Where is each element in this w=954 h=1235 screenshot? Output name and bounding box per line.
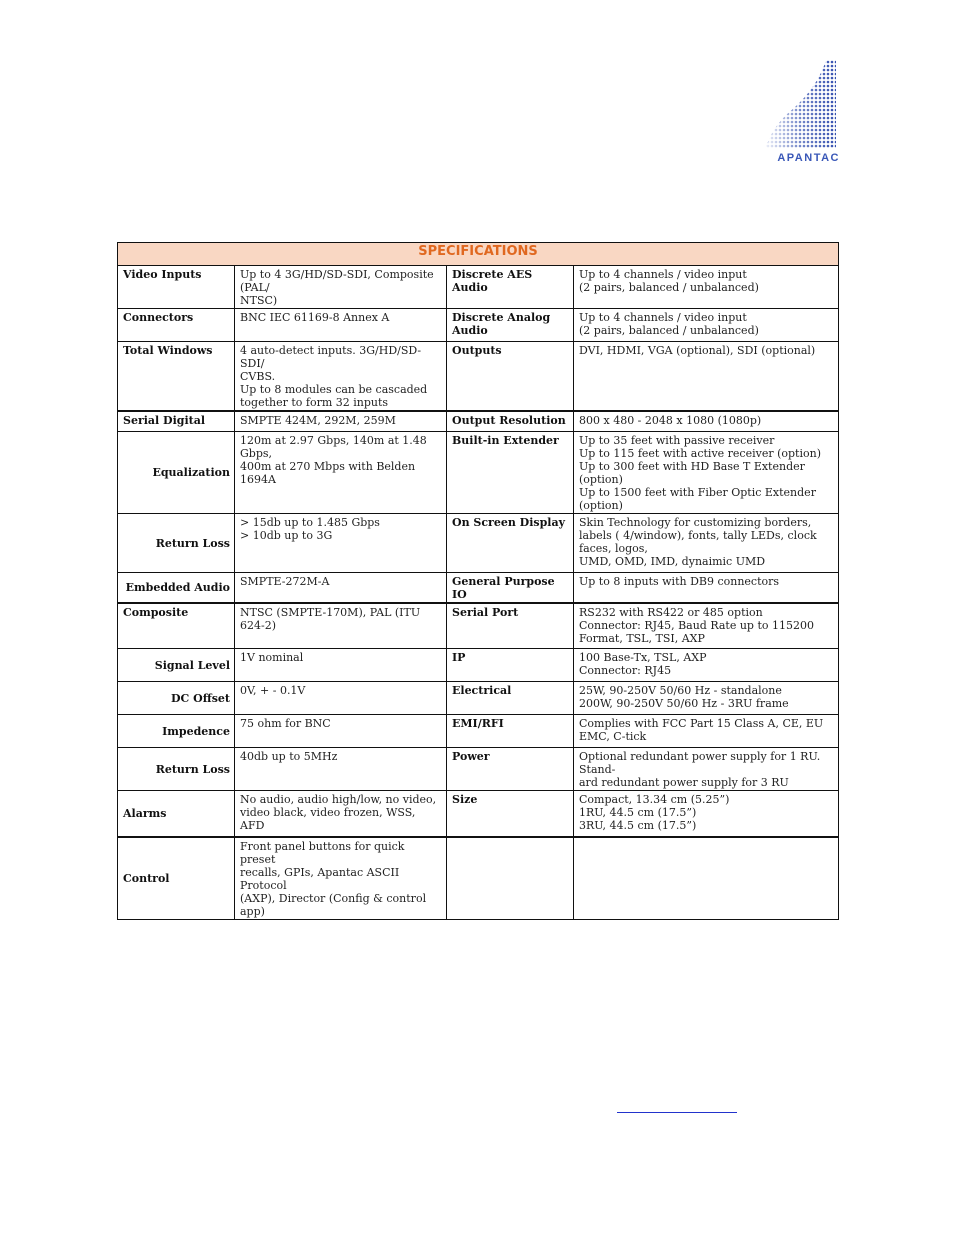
spec-value: 75 ohm for BNC <box>235 715 447 748</box>
table-heading-row <box>118 243 839 266</box>
spec-label: Electrical <box>447 682 574 715</box>
spec-value: Optional redundant power supply for 1 RU. Stand- ard redundant power supply for 3 RU <box>574 748 839 791</box>
table-row <box>118 513 839 572</box>
spec-value: 0V, + - 0.1V <box>235 682 447 715</box>
spec-label: Composite <box>118 603 235 649</box>
spec-label: Embedded Audio <box>118 572 235 603</box>
table-row <box>118 791 839 837</box>
spec-label: Serial Port <box>447 603 574 649</box>
spec-label: DC Offset <box>118 682 235 715</box>
specifications-table <box>117 242 839 920</box>
spec-label: EMI/RFI <box>447 715 574 748</box>
spec-value: Up to 4 channels / video input (2 pairs, balanced / unbalanced) <box>574 309 839 342</box>
spec-value: 1V nominal <box>235 649 447 682</box>
spec-label: On Screen Display <box>447 513 574 572</box>
table-row <box>118 715 839 748</box>
spec-value: Up to 35 feet with passive receiver Up to 115 feet with active receiver (option) Up to 300 feet with HD Base T Extender (option) Up to 1500 feet with Fiber Optic Extender (option) <box>574 431 839 513</box>
spec-label: Equalization <box>118 431 235 513</box>
spec-label: Output Resolution <box>447 411 574 431</box>
table-row <box>118 748 839 791</box>
hyperlink-underline[interactable] <box>617 1100 737 1113</box>
table-row <box>118 266 839 309</box>
table-row <box>118 309 839 342</box>
table-row <box>118 411 839 431</box>
spec-label <box>447 837 574 920</box>
table-row <box>118 682 839 715</box>
spec-value: 800 x 480 - 2048 x 1080 (1080p) <box>574 411 839 431</box>
apantac-logo <box>758 56 840 164</box>
spec-value: 40db up to 5MHz <box>235 748 447 791</box>
spec-value: NTSC (SMPTE-170M), PAL (ITU 624-2) <box>235 603 447 649</box>
spec-value: DVI, HDMI, VGA (optional), SDI (optional) <box>574 342 839 412</box>
table-row <box>118 342 839 412</box>
spec-label: Video Inputs <box>118 266 235 309</box>
spec-label: Discrete AES Audio <box>447 266 574 309</box>
spec-label: Connectors <box>118 309 235 342</box>
table-row <box>118 837 839 920</box>
spec-value: 120m at 2.97 Gbps, 140m at 1.48 Gbps, 400m at 270 Mbps with Belden 1694A <box>235 431 447 513</box>
logo-graphic <box>758 56 840 164</box>
spec-value: BNC IEC 61169-8 Annex A <box>235 309 447 342</box>
spec-label: Impedence <box>118 715 235 748</box>
spec-value: > 15db up to 1.485 Gbps > 10db up to 3G <box>235 513 447 572</box>
spec-value: Compact, 13.34 cm (5.25”) 1RU, 44.5 cm (17.5”) 3RU, 44.5 cm (17.5”) <box>574 791 839 837</box>
spec-label: Return Loss <box>118 513 235 572</box>
spec-value: Up to 4 channels / video input (2 pairs, balanced / unbalanced) <box>574 266 839 309</box>
table-heading: SPECIFICATIONS <box>118 243 839 266</box>
spec-label: General Purpose IO <box>447 572 574 603</box>
spec-value: Skin Technology for customizing borders, labels ( 4/window), fonts, tally LEDs, clock faces, logos, UMD, OMD, IMD, dynaimic UMD <box>574 513 839 572</box>
table-row <box>118 649 839 682</box>
spec-label: Power <box>447 748 574 791</box>
spec-value: Up to 8 inputs with DB9 connectors <box>574 572 839 603</box>
spec-label: Total Windows <box>118 342 235 412</box>
spec-label: Outputs <box>447 342 574 412</box>
spec-label: Signal Level <box>118 649 235 682</box>
spec-value: 4 auto-detect inputs. 3G/HD/SD-SDI/ CVBS. Up to 8 modules can be cascaded together to form 32 inputs <box>235 342 447 412</box>
spec-label: Serial Digital <box>118 411 235 431</box>
spec-value: Up to 4 3G/HD/SD-SDI, Composite (PAL/ NTSC) <box>235 266 447 309</box>
spec-value: RS232 with RS422 or 485 option Connector: RJ45, Baud Rate up to 115200 Format, TSL, TSI, AXP <box>574 603 839 649</box>
spec-value: 100 Base-Tx, TSL, AXP Connector: RJ45 <box>574 649 839 682</box>
spec-label: Control <box>118 837 235 920</box>
spec-label: Size <box>447 791 574 837</box>
table-row <box>118 572 839 603</box>
spec-value: 25W, 90-250V 50/60 Hz - standalone 200W, 90-250V 50/60 Hz - 3RU frame <box>574 682 839 715</box>
table-row <box>118 603 839 649</box>
spec-label: Discrete Analog Audio <box>447 309 574 342</box>
table-row <box>118 431 839 513</box>
spec-label: Alarms <box>118 791 235 837</box>
logo-wordmark: APANTAC <box>777 152 840 164</box>
spec-label: Return Loss <box>118 748 235 791</box>
spec-value: Complies with FCC Part 15 Class A, CE, EU EMC, C-tick <box>574 715 839 748</box>
spec-value: No audio, audio high/low, no video, video black, video frozen, WSS, AFD <box>235 791 447 837</box>
spec-value <box>574 837 839 920</box>
spec-value: SMPTE-272M-A <box>235 572 447 603</box>
spec-label: IP <box>447 649 574 682</box>
spec-value: SMPTE 424M, 292M, 259M <box>235 411 447 431</box>
spec-label: Built-in Extender <box>447 431 574 513</box>
spec-value: Front panel buttons for quick preset recalls, GPIs, Apantac ASCII Protocol (AXP), Director (Config & control app) <box>235 837 447 920</box>
